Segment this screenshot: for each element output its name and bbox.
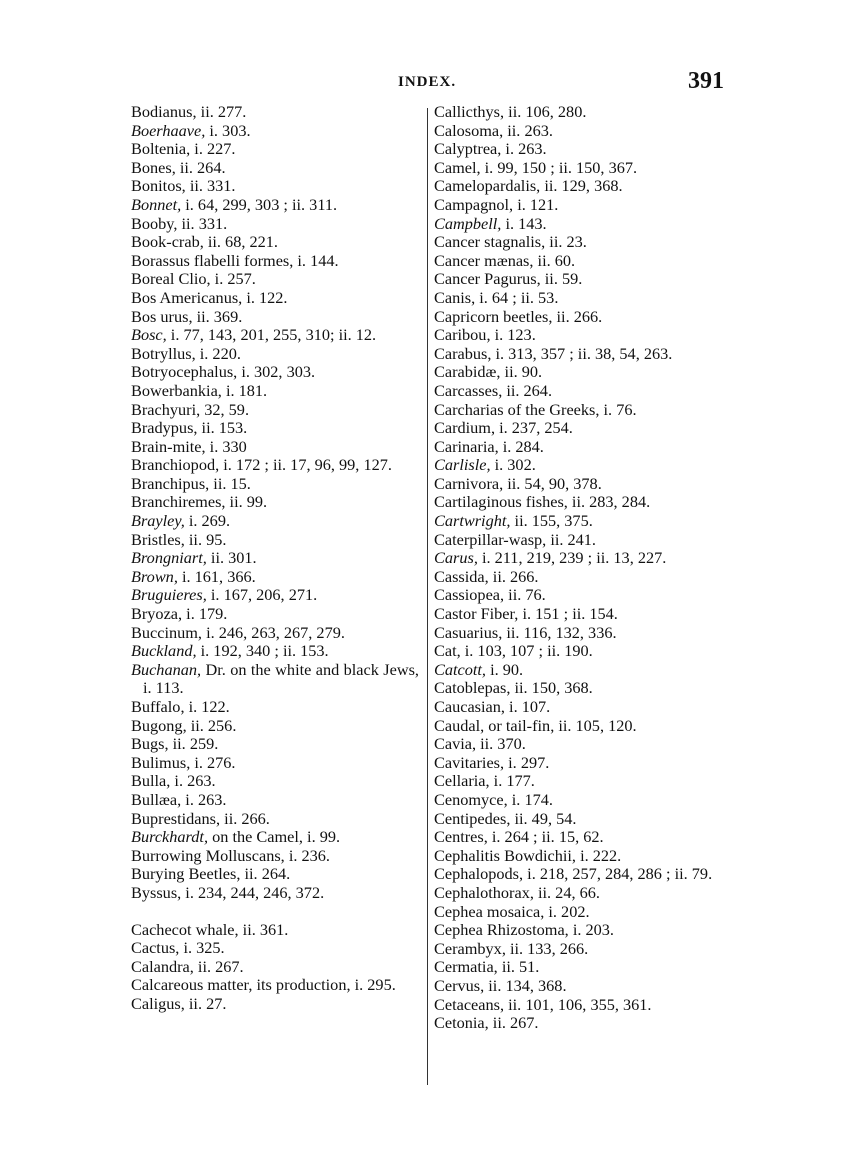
index-refs: ii. 266. <box>552 306 603 326</box>
index-entry <box>131 159 419 178</box>
index-term: Buprestidans, <box>131 808 221 828</box>
index-entry <box>434 233 730 252</box>
index-entry <box>434 940 730 959</box>
index-term: Camelopardalis, <box>434 176 541 196</box>
index-entry <box>434 289 730 308</box>
running-head: INDEX. <box>398 74 457 90</box>
index-term: Caligus, <box>131 993 185 1013</box>
index-refs: ii. 15. <box>209 473 251 493</box>
index-entry <box>131 717 419 736</box>
index-refs: i. 103, 107 ; ii. 190. <box>460 641 593 661</box>
index-entry <box>434 903 730 922</box>
index-term: Calcareous matter, its production, <box>131 975 351 995</box>
index-entry <box>131 586 419 605</box>
index-term: Capricorn beetles, <box>434 306 553 326</box>
index-refs: i. 246, 263, 267, 279. <box>202 622 345 642</box>
index-entry <box>434 977 730 996</box>
index-refs: i. 77, 143, 201, 255, 310; ii. 12. <box>166 325 377 345</box>
index-term: Cerambyx, <box>434 938 506 958</box>
index-refs: ii. 105, 120. <box>554 715 637 735</box>
page-header <box>0 68 850 98</box>
index-term: Casuarius, <box>434 622 503 642</box>
index-refs: i. 264 ; ii. 15, 62. <box>487 827 604 847</box>
index-refs: ii. 76. <box>504 585 546 605</box>
index-term: Cavia, <box>434 734 477 754</box>
index-term: Catoblepas, <box>434 678 511 698</box>
index-entry <box>434 475 730 494</box>
index-refs: i. 263. <box>501 139 547 159</box>
index-entry <box>434 215 730 234</box>
index-entry <box>131 810 419 829</box>
index-refs: i. 177. <box>489 771 535 791</box>
index-entry <box>434 865 730 884</box>
index-entry <box>434 642 730 661</box>
index-term: Carabidæ, <box>434 362 501 382</box>
index-entry <box>131 233 419 252</box>
index-entry <box>131 642 419 661</box>
index-refs: i. 122. <box>242 287 288 307</box>
index-term: Callicthys, <box>434 102 505 121</box>
index-entry <box>434 531 730 550</box>
index-refs: i. 263. <box>181 789 227 809</box>
index-refs: ii. 153. <box>197 418 248 438</box>
index-refs: i. 237, 254. <box>495 418 573 438</box>
index-refs: ii. 264. <box>502 380 553 400</box>
index-refs: ii. 59. <box>540 269 583 289</box>
index-term: Campagnol, <box>434 194 514 214</box>
index-refs: i. 236. <box>284 845 330 865</box>
index-term: Cartilaginous fishes, <box>434 492 568 512</box>
index-term: Cassiopea, <box>434 585 505 605</box>
index-refs: ii. 150, 368. <box>510 678 593 698</box>
index-entry <box>131 624 419 643</box>
index-entry <box>131 177 419 196</box>
index-refs: i. 181. <box>221 380 268 400</box>
index-entry <box>434 735 730 754</box>
index-entry <box>131 531 419 550</box>
index-term: Botryllus, <box>131 343 196 363</box>
index-term: Bradypus, <box>131 418 198 438</box>
index-refs: i. 76. <box>599 399 637 419</box>
index-term: Cachecot whale, <box>131 919 239 939</box>
index-refs: ii. 60. <box>533 250 576 270</box>
index-refs: i. 123. <box>490 325 536 345</box>
index-term: Branchiopod, <box>131 455 220 475</box>
index-entry <box>131 363 419 382</box>
index-refs: i. 107. <box>504 697 551 716</box>
index-entry <box>131 568 419 587</box>
index-entry <box>434 754 730 773</box>
index-entry <box>131 345 419 364</box>
index-entry <box>434 456 730 475</box>
index-entry <box>434 363 730 382</box>
index-refs: ii. 24, 66. <box>533 882 600 902</box>
index-term: Calosoma, <box>434 120 504 140</box>
index-refs: ii. 106, 280. <box>504 102 587 121</box>
index-term: Cermatia, <box>434 957 498 977</box>
index-entry <box>131 438 419 457</box>
index-refs: ii. 301. <box>206 548 257 568</box>
index-refs: ii. 129, 368. <box>540 176 623 196</box>
index-term: Centres, <box>434 827 488 847</box>
index-term: Cassida, <box>434 566 489 586</box>
index-term: Bosc, <box>131 325 167 345</box>
index-entry <box>434 586 730 605</box>
index-refs: ii. 370. <box>476 734 526 754</box>
index-entry <box>434 308 730 327</box>
index-term: Centipedes, <box>434 808 511 828</box>
index-refs: ii. 256. <box>186 715 237 735</box>
index-entry <box>434 1014 730 1033</box>
index-term: Burckhardt, <box>131 827 209 847</box>
index-term: Brongniart, <box>131 548 207 568</box>
index-refs: ii. 259. <box>168 734 219 754</box>
index-term: Buffalo, <box>131 697 185 716</box>
index-column-right <box>434 103 730 1033</box>
index-refs: i. 99, 150 ; ii. 150, 367. <box>480 157 638 177</box>
index-entry <box>131 605 419 624</box>
index-refs: i. 90. <box>486 659 524 679</box>
index-entry <box>131 493 419 512</box>
index-refs: ii. 116, 132, 336. <box>502 622 617 642</box>
index-refs: i. 203. <box>568 920 614 940</box>
index-term: Carnivora, <box>434 473 504 493</box>
index-refs: Dr. on the white and black Jews, i. 113. <box>143 659 419 698</box>
index-term: Buckland, <box>131 641 197 661</box>
index-entry <box>131 828 419 847</box>
index-term: Cavitaries, <box>434 752 505 772</box>
index-entry <box>434 698 730 717</box>
index-entry <box>131 995 419 1014</box>
index-refs: ii. 283, 284. <box>567 492 651 512</box>
index-refs: i. 64, 299, 303 ; ii. 311. <box>181 194 338 214</box>
index-term: Canis, <box>434 287 476 307</box>
index-refs: ii. 95. <box>184 529 227 549</box>
index-entry <box>434 549 730 568</box>
index-entry <box>434 624 730 643</box>
index-refs: ii. 27. <box>184 993 227 1013</box>
index-term: Cetaceans, <box>434 994 505 1014</box>
index-entry <box>131 308 419 327</box>
index-term: Bulimus, <box>131 752 191 772</box>
index-refs: ii. 369. <box>192 306 243 326</box>
index-term: Branchipus, <box>131 473 210 493</box>
index-term: Carcasses, <box>434 380 503 400</box>
index-entry <box>131 419 419 438</box>
index-entry <box>131 103 419 122</box>
index-entry <box>131 456 419 475</box>
index-term: Cartwright, <box>434 511 511 531</box>
index-refs: ii. 134, 368. <box>484 975 567 995</box>
index-refs: ii. 155, 375. <box>510 511 593 531</box>
index-term: Cervus, <box>434 975 485 995</box>
index-entry <box>131 215 419 234</box>
index-entry <box>131 772 419 791</box>
index-term: Buchanan, <box>131 659 202 679</box>
index-entry <box>434 177 730 196</box>
index-term: Branchiremes, <box>131 492 226 512</box>
index-term: Calyptrea, <box>434 139 502 159</box>
index-term: Bos Americanus, <box>131 287 243 307</box>
index-entry <box>434 196 730 215</box>
index-entry <box>434 791 730 810</box>
index-refs: i. 330 <box>205 436 247 456</box>
index-term: Bulla, <box>131 771 171 791</box>
index-entry <box>434 847 730 866</box>
index-term: Camel, <box>434 157 481 177</box>
index-refs: ii. 264. <box>240 864 291 884</box>
index-refs: ii. 241. <box>546 529 597 549</box>
index-refs: i. 276. <box>190 752 236 772</box>
index-term: Campbell, <box>434 213 502 233</box>
index-entry <box>434 958 730 977</box>
index-term: Cat, <box>434 641 461 661</box>
index-term: Cephea mosaica, <box>434 901 545 921</box>
index-refs: ii. 49, 54. <box>510 808 577 828</box>
index-term: Boltenia, <box>131 139 191 159</box>
index-refs: i. 220. <box>195 343 241 363</box>
index-entry <box>434 568 730 587</box>
index-refs: i. 121. <box>513 194 559 214</box>
index-refs: i. 202. <box>544 901 590 921</box>
index-entry <box>434 159 730 178</box>
index-term: Bonnet, <box>131 194 182 214</box>
index-entry <box>434 810 730 829</box>
index-term: Bugong, <box>131 715 187 735</box>
index-term: Carlisle, <box>434 455 491 475</box>
index-refs: i. 143. <box>501 213 547 233</box>
index-term: Carcharias of the Greeks, <box>434 399 600 419</box>
index-entry <box>131 791 419 810</box>
index-entry <box>434 921 730 940</box>
index-term: Bowerbankia, <box>131 380 222 400</box>
index-term: Caudal, or tail-fin, <box>434 715 555 735</box>
index-refs: i. 313, 357 ; ii. 38, 54, 263. <box>491 343 673 363</box>
index-entry <box>131 847 419 866</box>
index-refs: ii. 267. <box>193 956 244 976</box>
index-refs: on the Camel, i. 99. <box>208 827 341 847</box>
index-refs: i. 227. <box>190 139 236 159</box>
index-term: Bos urus, <box>131 306 193 326</box>
index-entry <box>434 828 730 847</box>
index-refs: i. 167, 206, 271. <box>206 585 318 605</box>
index-term: Cenomyce, <box>434 789 508 809</box>
index-entry <box>434 419 730 438</box>
index-entry <box>131 122 419 141</box>
index-entry <box>434 884 730 903</box>
index-term: Cephalopods, <box>434 864 524 884</box>
index-entry <box>131 698 419 717</box>
index-refs: ii. 267. <box>488 1013 539 1033</box>
index-refs: i. 122. <box>184 697 230 716</box>
index-refs: i. 161, 366. <box>177 566 256 586</box>
index-term: Brain-mite, <box>131 436 206 456</box>
index-entry <box>131 252 419 271</box>
index-entry <box>131 884 419 903</box>
index-refs: ii. 264. <box>175 157 226 177</box>
index-term: Cephea Rhizostoma, <box>434 920 569 940</box>
index-term: Bristles, <box>131 529 185 549</box>
index-refs: ii. 51. <box>497 957 540 977</box>
index-term: Caribou, <box>434 325 491 345</box>
index-term: Brayley, <box>131 511 185 531</box>
index-term: Cephalothorax, <box>434 882 534 902</box>
index-term: Borassus flabelli formes, <box>131 250 294 270</box>
index-refs: 32, 59. <box>200 399 250 419</box>
index-term: Castor Fiber, <box>434 604 519 624</box>
index-term: Brachyuri, <box>131 399 201 419</box>
index-entry <box>131 865 419 884</box>
index-entry <box>131 939 419 958</box>
index-entry <box>434 270 730 289</box>
index-term: Cancer Pagurus, <box>434 269 541 289</box>
index-entry <box>434 140 730 159</box>
index-entry <box>434 996 730 1015</box>
index-refs: i. 172 ; ii. 17, 96, 99, 127. <box>219 455 392 475</box>
page-number: 391 <box>688 68 724 94</box>
index-term: Byssus, <box>131 882 182 902</box>
index-refs: ii. 101, 106, 355, 361. <box>504 994 652 1014</box>
index-term: Cetonia, <box>434 1013 489 1033</box>
index-refs: i. 263. <box>170 771 216 791</box>
index-refs: ii. 361. <box>238 919 289 939</box>
index-refs: i. 179. <box>182 604 228 624</box>
index-refs: ii. 331. <box>185 176 236 196</box>
index-refs: i. 192, 340 ; ii. 153. <box>196 641 329 661</box>
index-term: Cancer stagnalis, <box>434 232 546 252</box>
index-entry <box>131 735 419 754</box>
index-refs: ii. 90. <box>500 362 543 382</box>
index-refs: i. 284. <box>498 436 544 456</box>
index-refs: i. 218, 257, 284, 286 ; ii. 79. <box>523 864 713 884</box>
index-term: Cellaria, <box>434 771 490 791</box>
index-term: Botryocephalus, <box>131 362 238 382</box>
index-term: Burrowing Molluscans, <box>131 845 285 865</box>
index-entry <box>131 401 419 420</box>
index-refs: ii. 263. <box>503 120 553 140</box>
index-term: Bruguieres, <box>131 585 207 605</box>
index-refs: i. 151 ; ii. 154. <box>518 604 618 624</box>
index-refs: i. 257. <box>210 269 256 289</box>
index-term: Bryoza, <box>131 604 183 624</box>
index-refs: i. 302. <box>490 455 536 475</box>
index-entry <box>131 549 419 568</box>
index-term: Cancer mænas, <box>434 250 534 270</box>
index-entry <box>131 382 419 401</box>
index-refs: ii. 331. <box>177 213 228 233</box>
index-entry <box>434 401 730 420</box>
index-entry <box>434 772 730 791</box>
index-refs: i. 303. <box>205 120 251 140</box>
index-refs: i. 234, 244, 246, 372. <box>181 882 325 902</box>
index-refs: ii. 266. <box>488 566 539 586</box>
index-refs: ii. 133, 266. <box>505 938 589 958</box>
index-refs: ii. 266. <box>220 808 270 828</box>
index-refs: i. 174. <box>507 789 553 809</box>
index-refs: i. 269. <box>184 511 231 531</box>
column-divider <box>427 108 428 1085</box>
index-entry <box>434 326 730 345</box>
index-entry <box>131 661 419 698</box>
index-term: Booby, <box>131 213 178 233</box>
index-refs: i. 325. <box>179 938 225 958</box>
index-refs: i. 144. <box>293 250 339 270</box>
index-entry <box>131 270 419 289</box>
index-entry <box>434 512 730 531</box>
index-entry <box>434 103 730 122</box>
index-term: Cardium, <box>434 418 496 438</box>
index-entry <box>434 252 730 271</box>
index-refs: i. 211, 219, 239 ; ii. 13, 227. <box>477 548 667 568</box>
index-entry <box>131 976 419 995</box>
index-entry <box>434 717 730 736</box>
index-refs: i. 64 ; ii. 53. <box>475 287 559 307</box>
index-entry <box>131 289 419 308</box>
index-term: Brown, <box>131 566 178 586</box>
index-entry <box>131 140 419 159</box>
index-term: Caucasian, <box>434 697 505 716</box>
index-term: Caterpillar-wasp, <box>434 529 547 549</box>
index-entry <box>434 122 730 141</box>
index-refs: ii. 23. <box>545 232 587 252</box>
index-entry <box>131 921 419 940</box>
index-term: Boerhaave, <box>131 120 206 140</box>
index-entry <box>131 512 419 531</box>
index-term: Book-crab, <box>131 232 204 252</box>
index-term: Bugs, <box>131 734 169 754</box>
index-entry <box>434 679 730 698</box>
index-term: Bonitos, <box>131 176 186 196</box>
index-refs: ii. 99. <box>225 492 268 512</box>
index-refs: i. 297. <box>504 752 550 772</box>
index-term: Carus, <box>434 548 478 568</box>
index-entry <box>131 326 419 345</box>
index-refs: i. 302, 303. <box>237 362 316 382</box>
index-term: Bullæa, <box>131 789 182 809</box>
index-refs: i. 295. <box>350 975 396 995</box>
index-refs: ii. 54, 90, 378. <box>503 473 602 493</box>
index-refs: ii. 68, 221. <box>203 232 278 252</box>
index-entry <box>434 493 730 512</box>
index-entry <box>131 754 419 773</box>
index-entry <box>131 196 419 215</box>
index-entry <box>434 382 730 401</box>
index-term: Bones, <box>131 157 176 177</box>
index-term: Calandra, <box>131 956 194 976</box>
index-term: Carabus, <box>434 343 492 363</box>
index-term: Bodianus, <box>131 102 197 121</box>
index-term: Carinaria, <box>434 436 499 456</box>
index-term: Cactus, <box>131 938 180 958</box>
index-refs: ii. 277. <box>196 102 247 121</box>
index-column-left <box>131 103 419 1014</box>
index-entry <box>131 958 419 977</box>
index-refs: i. 222. <box>576 845 622 865</box>
index-term: Burying Beetles, <box>131 864 241 884</box>
index-entry <box>434 661 730 680</box>
index-entry <box>131 475 419 494</box>
index-entry <box>434 605 730 624</box>
index-term: Catcott, <box>434 659 487 679</box>
index-term: Boreal Clio, <box>131 269 211 289</box>
index-term: Cephalitis Bowdichii, <box>434 845 576 865</box>
index-entry <box>434 438 730 457</box>
index-term: Buccinum, <box>131 622 202 642</box>
index-entry <box>434 345 730 364</box>
